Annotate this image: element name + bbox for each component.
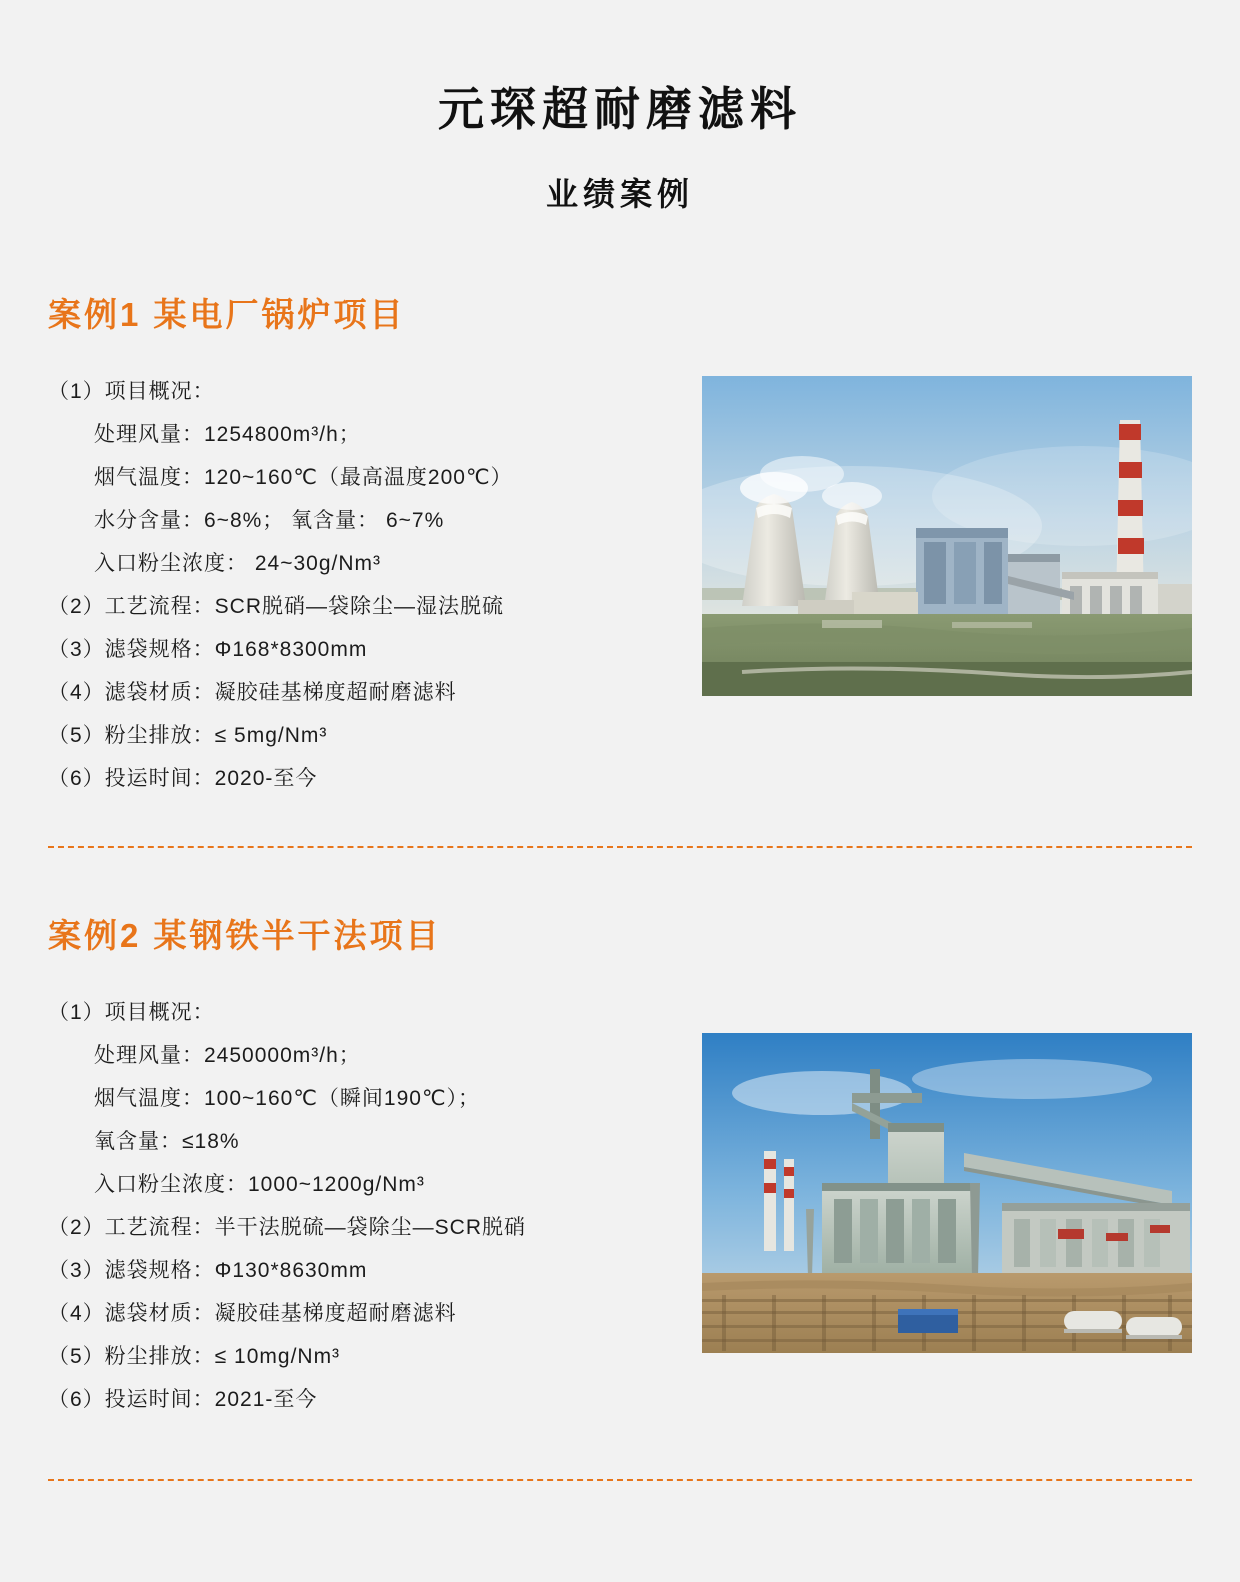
case-heading-2: 案例2 某钢铁半干法项目 (48, 916, 442, 954)
case-body-1 (48, 370, 1192, 800)
detail-line: （3）滤袋规格：Φ168*8300mm (48, 637, 368, 661)
case-heading-1: 案例1 某电厂锅炉项目 (48, 295, 406, 333)
detail-line: 处理风量：2450000m³/h； (94, 1043, 361, 1067)
detail-line: （6）投运时间：2021-至今 (48, 1387, 318, 1411)
detail-line: （5）粉尘排放：≤ 5mg/Nm³ (48, 723, 328, 747)
steel-plant-photo (702, 1033, 1192, 1353)
page-title: 元琛超耐磨滤料 (438, 83, 802, 135)
detail-line: （4）滤袋材质：凝胶硅基梯度超耐磨滤料 (48, 680, 457, 704)
detail-line: 烟气温度：120~160℃（最高温度200℃） (94, 465, 513, 489)
case-body-2 (48, 991, 1192, 1421)
detail-line: 处理风量：1254800m³/h； (94, 422, 361, 446)
power-plant-photo (702, 376, 1192, 696)
detail-line: （2）工艺流程：SCR脱硝—袋除尘—湿法脱硫 (48, 594, 505, 618)
case-details-2 (48, 991, 728, 1421)
section-divider (48, 846, 1192, 848)
detail-line: （4）滤袋材质：凝胶硅基梯度超耐磨滤料 (48, 1301, 457, 1325)
detail-line: （3）滤袋规格：Φ130*8630mm (48, 1258, 368, 1282)
detail-line: （6）投运时间：2020-至今 (48, 766, 318, 790)
detail-line: 入口粉尘浓度：1000~1200g/Nm³ (94, 1172, 425, 1196)
case-details-1 (48, 370, 728, 800)
detail-line: （1）项目概况： (48, 1000, 215, 1024)
detail-line: 入口粉尘浓度： 24~30g/Nm³ (94, 551, 381, 575)
section-divider (48, 1479, 1192, 1481)
detail-line: （5）粉尘排放：≤ 10mg/Nm³ (48, 1344, 341, 1368)
detail-line: 烟气温度：100~160℃（瞬间190℃）； (94, 1086, 481, 1110)
detail-line: （1）项目概况： (48, 379, 215, 403)
detail-line: 氧含量：≤18% (94, 1129, 240, 1153)
detail-line: 水分含量：6~8%； 氧含量： 6~7% (94, 508, 445, 532)
case-section-2 (48, 910, 1192, 1481)
detail-line: （2）工艺流程：半干法脱硫—袋除尘—SCR脱硝 (48, 1215, 527, 1239)
case-section-1 (48, 289, 1192, 848)
page-subtitle: 业绩案例 (545, 175, 694, 212)
